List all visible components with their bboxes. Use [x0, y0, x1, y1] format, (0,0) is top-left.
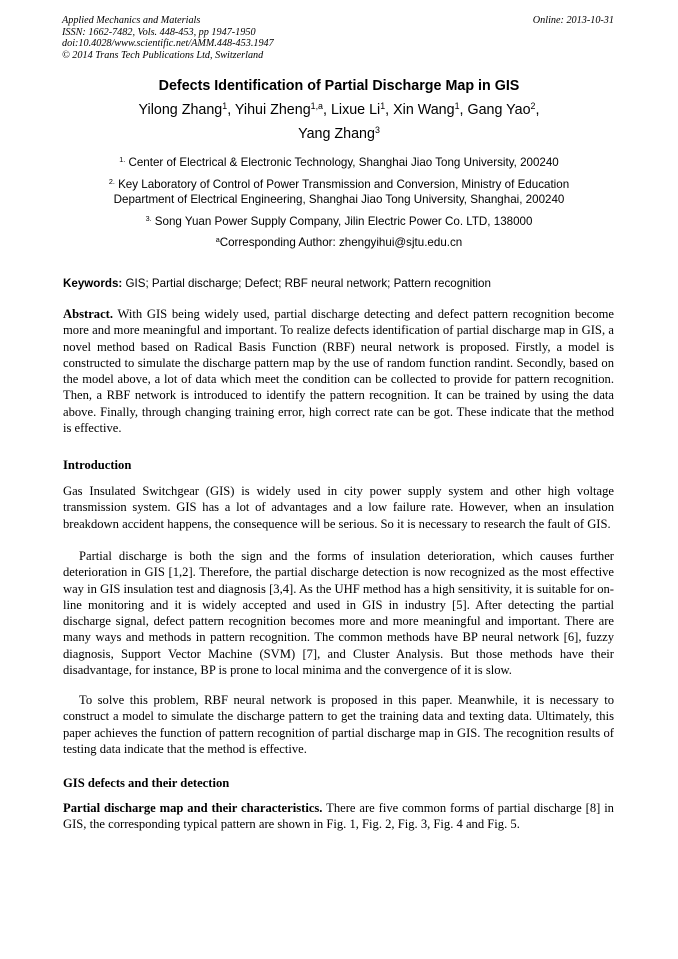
author-sep: ,	[535, 102, 540, 118]
journal-copyright: © 2014 Trans Tech Publications Ltd, Switzerland	[62, 49, 264, 61]
author-sup: 1	[454, 101, 460, 112]
keywords	[63, 277, 491, 290]
corresponding-author	[0, 235, 678, 250]
affiliation-2	[0, 177, 678, 192]
abstract-label: Abstract.	[63, 307, 114, 321]
subsection-label: Partial discharge map and their characteristics.	[63, 801, 323, 815]
intro-paragraph-1: Gas Insulated Switchgear (GIS) is widely used in city power supply system and other high voltage transmission system. GIS has a lot of advantages and a low failure rate. However, when an insulation breakdown accident happens, the consequence will be serious. So it is necessary to research the fault of GIS.	[63, 484, 614, 531]
affiliation-1	[0, 155, 678, 170]
author-name: Yang Zhang	[298, 126, 375, 142]
paper-title: Defects Identification of Partial Discharge Map in GIS	[158, 78, 520, 94]
keywords-label: Keywords:	[63, 277, 123, 290]
affiliation-2-line-2: Department of Electrical Engineering, Shanghai Jiao Tong University, Shanghai, 200240	[113, 193, 565, 206]
affiliation-sup: 2.	[108, 177, 115, 187]
abstract-text: With GIS being widely used, partial discharge detecting and defect pattern recognition become more and more meaningful and important. To realize defects identification of partial discharge map in GIS, a novel method based on Radical Basis Function (RBF) neural network is proposed. Firstly, a model is constructed to simulate the discharge pattern map by the use of random function randint. Secondly, based on the model above, a lot of data which meet the condition can be collected to provide for pattern recognition. Then, a RBF network is introduced to identify the pattern recognition. It can be trained by using the data above. Finally, through changing training error, high correct rate can be got. These indicate that the method is effective.	[63, 307, 614, 435]
journal-issn: ISSN: 1662-7482, Vols. 448-453, pp 1947-1950	[62, 26, 256, 38]
affiliation-text: Center of Electrical & Electronic Technology, Shanghai Jiao Tong University, 200240	[128, 156, 559, 169]
affiliation-sup: 1.	[119, 155, 126, 165]
journal-doi: doi:10.4028/www.scientific.net/AMM.448-453.1947	[62, 38, 274, 49]
keywords-text: GIS; Partial discharge; Defect; RBF neural network; Pattern recognition	[125, 277, 491, 290]
section-heading-gis-defects: GIS defects and their detection	[63, 776, 230, 790]
intro-paragraph-2: Partial discharge is both the sign and the forms of insulation deterioration, which causes further deterioration in GIS [1,2]. Therefore, the partial discharge detection is now recognized as the most effective way in GIS insulation test and diagnosis [3,4]. As the UHF method has a high sensitivity, it is suitable for on-line monitoring and it is widely accepted and used in GIS in industry [5]. After detecting the partial discharge signal, defect pattern recognition becomes more and more meaningful and important. There are many ways and methods in pattern recognition. The common methods have BP neural network [6], fuzzy diagnosis, Support Vector Machine (SVM) [7], and Cluster Analysis. But those methods have their disadvantage, for instance, BP is prone to local minima and the convergence of it is slow.	[63, 549, 614, 677]
author-name: Lixue Li	[330, 102, 381, 118]
author-sup: 1,a	[310, 101, 323, 112]
affiliation-sup: 3.	[145, 214, 152, 224]
author-sep: ,	[227, 102, 235, 118]
gis-paragraph	[63, 800, 614, 833]
author-sup: 2	[530, 101, 536, 112]
affiliation-3	[0, 214, 678, 229]
author-sep: ,	[459, 102, 468, 118]
author-sep: ,	[385, 102, 394, 118]
author-name: Xin Wang	[393, 102, 455, 118]
authors-line-1	[0, 102, 678, 118]
journal-header	[62, 15, 274, 61]
authors-line-2	[0, 126, 678, 142]
journal-name: Applied Mechanics and Materials	[62, 15, 201, 26]
author-name: Yihui Zheng	[234, 102, 311, 118]
online-date: Online: 2013-10-31	[532, 15, 614, 26]
affiliation-sup: a	[215, 235, 220, 245]
affiliation-text: Corresponding Author: zhengyihui@sjtu.edu.cn	[219, 236, 463, 249]
author-sup: 3	[374, 125, 380, 136]
author-name: Gang Yao	[467, 102, 531, 118]
affiliation-text: Key Laboratory of Control of Power Transmission and Conversion, Ministry of Education	[118, 178, 570, 191]
author-sup: 1	[380, 101, 386, 112]
abstract	[63, 306, 614, 436]
gis-paragraph-text: There are five common forms of partial discharge [8] in GIS, the corresponding typical pattern are shown in Fig. 1, Fig. 2, Fig. 3, Fig. 4 and Fig. 5.	[63, 801, 614, 832]
author-sup: 1	[222, 101, 228, 112]
affiliation-text: Song Yuan Power Supply Company, Jilin Electric Power Co. LTD, 138000	[154, 215, 533, 228]
author-sep: ,	[323, 102, 331, 118]
section-heading-introduction: Introduction	[63, 458, 132, 472]
intro-paragraph-3: To solve this problem, RBF neural network is proposed in this paper. Meanwhile, it is necessary to construct a model to simulate the discharge pattern to get the training data and texting data. Ultimately, this paper achieves the function of pattern recognition of partial discharge map in GIS. The recognition results of testing data indicate that the method is effective.	[63, 693, 614, 756]
author-name: Yilong Zhang	[138, 102, 223, 118]
